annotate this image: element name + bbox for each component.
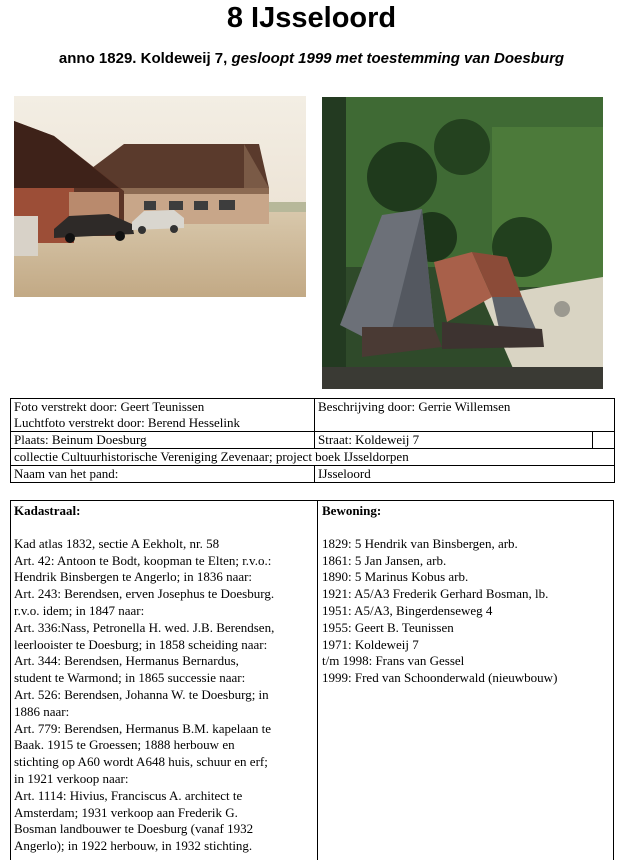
page-subtitle bbox=[0, 50, 623, 67]
cadastral-entry: student te Warmond; in 1865 successie naar: bbox=[14, 670, 246, 686]
cadastral-entry: Amsterdam; 1931 verkoop aan Frederik G. bbox=[14, 804, 238, 820]
cadastral-entry: Art. 344: Berendsen, Hermanus Bernardus, bbox=[14, 653, 239, 669]
occupancy-column bbox=[318, 501, 614, 860]
building-name-value: IJsseloord bbox=[315, 466, 615, 483]
occupancy-heading: Bewoning: bbox=[322, 503, 382, 518]
photo-credits-cell bbox=[11, 399, 315, 432]
occupancy-entry: 1861: 5 Jan Jansen, arb. bbox=[322, 552, 447, 568]
occupancy-entry: 1921: A5/A3 Frederik Gerhard Bosman, lb. bbox=[322, 586, 549, 602]
occupancy-list bbox=[322, 536, 610, 687]
cadastral-entry: in 1921 verkoop naar: bbox=[14, 770, 129, 786]
cadastral-column bbox=[11, 501, 318, 860]
cadastral-entry: Art. 526: Berendsen, Johanna W. te Doesburg; in bbox=[14, 686, 269, 702]
cadastral-entry: Angerlo); in 1922 herbouw, in 1932 stichting. bbox=[14, 838, 253, 854]
farm-photo bbox=[14, 96, 306, 297]
subtitle-text: anno 1829. Koldeweij 7, bbox=[58, 50, 232, 67]
occupancy-entry: 1999: Fred van Schoonderwald (nieuwbouw) bbox=[322, 670, 558, 686]
info-table bbox=[10, 398, 615, 483]
cadastral-entry: 1886 naar: bbox=[14, 703, 70, 719]
cadastral-entry: Art. 243: Berendsen, erven Josephus te Doesburg. bbox=[14, 586, 275, 602]
occupancy-entry: 1829: 5 Hendrik van Binsbergen, arb. bbox=[322, 535, 518, 551]
cadastral-entry: Bosman landbouwer te Doesburg (vanaf 1932 bbox=[14, 821, 254, 837]
occupancy-entry: 1951: A5/A3, Bingerdenseweg 4 bbox=[322, 602, 493, 618]
history-section bbox=[10, 500, 614, 860]
building-name-label: Naam van het pand: bbox=[11, 466, 315, 483]
place-field: Plaats: Beinum Doesburg bbox=[11, 432, 315, 449]
cadastral-entry: Hendrik Binsbergen te Angerlo; in 1836 naar: bbox=[14, 569, 253, 585]
aerial-photo-credit: Luchtfoto verstrekt door: Berend Hesselink bbox=[14, 415, 240, 430]
page-title: 8 IJsseloord bbox=[226, 2, 397, 34]
cadastral-entry: Art. 336:Nass, Petronella H. wed. J.B. Berendsen, bbox=[14, 619, 275, 635]
photo-credit: Foto verstrekt door: Geert Teunissen bbox=[14, 399, 205, 414]
description-credit: Beschrijving door: Gerrie Willemsen bbox=[315, 399, 615, 432]
aerial-photo bbox=[322, 97, 603, 389]
occupancy-entry: t/m 1998: Frans van Gessel bbox=[322, 653, 465, 669]
cadastral-entry: Baak. 1915 te Groessen; 1888 herbouw en bbox=[14, 737, 235, 753]
cadastral-list bbox=[14, 536, 314, 855]
cadastral-entry: leerlooister te Doesburg; in 1858 scheiding naar: bbox=[14, 636, 268, 652]
cadastral-entry: Art. 42: Antoon te Bodt, koopman te Elten; r.v.o.: bbox=[14, 552, 272, 568]
empty-cell bbox=[593, 432, 615, 449]
occupancy-entry: 1890: 5 Marinus Kobus arb. bbox=[322, 569, 469, 585]
cadastral-entry: Art. 779: Berendsen, Hermanus B.M. kapelaan te bbox=[14, 720, 272, 736]
cadastral-entry: Kad atlas 1832, sectie A Eekholt, nr. 58 bbox=[14, 535, 220, 551]
cadastral-entry: r.v.o. idem; in 1847 naar: bbox=[14, 602, 145, 618]
subtitle-italic-text: gesloopt 1999 met toestemming van Doesburg bbox=[231, 50, 565, 67]
cadastral-entry: stichting op A60 wordt A648 huis, schuur en erf; bbox=[14, 754, 268, 770]
collection-note: collectie Cultuurhistorische Vereniging Zevenaar; project boek IJsseldorpen bbox=[11, 449, 615, 466]
cadastral-entry: Art. 1114: Hivius, Franciscus A. architect te bbox=[14, 787, 243, 803]
occupancy-entry: 1955: Geert B. Teunissen bbox=[322, 619, 454, 635]
occupancy-entry: 1971: Koldeweij 7 bbox=[322, 636, 419, 652]
cadastral-heading: Kadastraal: bbox=[14, 503, 81, 518]
street-field: Straat: Koldeweij 7 bbox=[315, 432, 593, 449]
